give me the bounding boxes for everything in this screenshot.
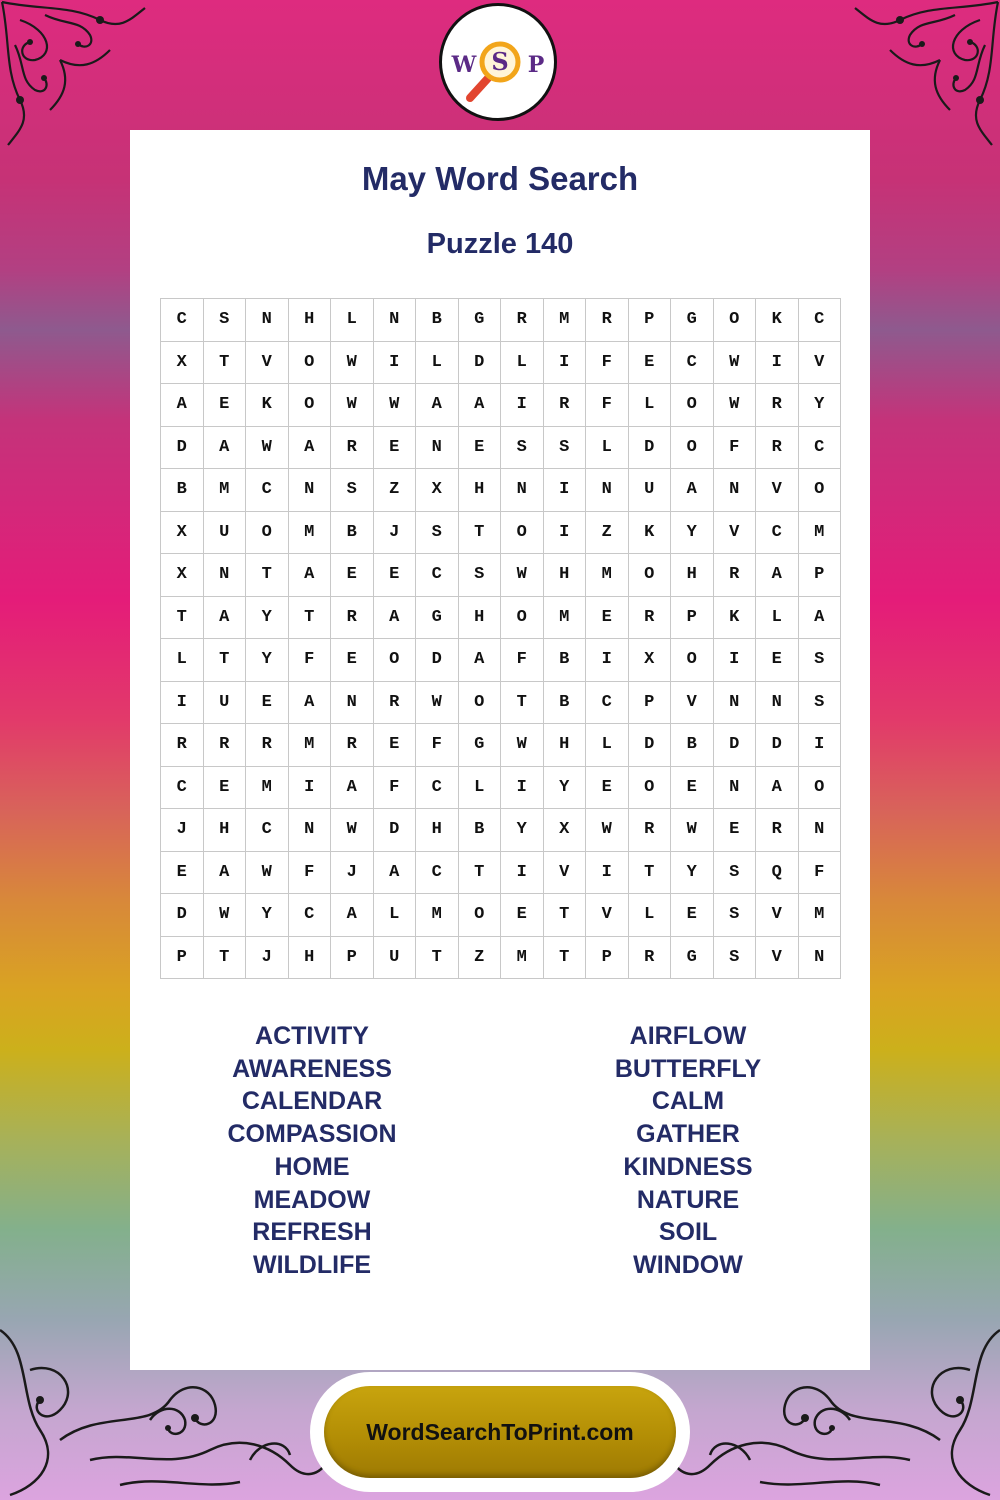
grid-cell[interactable]: Y (246, 894, 289, 937)
grid-cell[interactable]: O (671, 384, 714, 427)
word-list-item: HOME (274, 1152, 350, 1181)
grid-cell[interactable]: L (374, 894, 417, 937)
grid-cell[interactable]: N (246, 299, 289, 342)
grid-cell[interactable]: O (629, 554, 672, 597)
grid-cell[interactable]: I (501, 767, 544, 810)
grid-cell[interactable]: Y (544, 767, 587, 810)
grid-cell[interactable]: O (671, 427, 714, 470)
grid-cell[interactable]: P (161, 937, 204, 980)
grid-cell[interactable]: N (799, 937, 842, 980)
grid-cell[interactable]: B (671, 724, 714, 767)
grid-cell[interactable]: B (331, 512, 374, 555)
puzzle-card (130, 130, 870, 1370)
wsp-logo[interactable] (439, 3, 557, 121)
grid-cell[interactable]: N (331, 682, 374, 725)
grid-cell[interactable]: L (586, 427, 629, 470)
grid-cell[interactable]: D (161, 894, 204, 937)
grid-cell[interactable]: L (161, 639, 204, 682)
grid-cell[interactable]: Y (246, 597, 289, 640)
grid-cell[interactable]: S (416, 512, 459, 555)
grid-cell[interactable]: A (204, 597, 247, 640)
grid-cell[interactable]: D (374, 809, 417, 852)
grid-cell[interactable]: R (246, 724, 289, 767)
grid-cell[interactable]: D (416, 639, 459, 682)
word-list-item: GATHER (636, 1120, 740, 1149)
grid-cell[interactable]: H (544, 554, 587, 597)
grid-cell[interactable]: O (714, 299, 757, 342)
word-list-item: CALM (651, 1087, 725, 1116)
grid-cell[interactable]: O (246, 512, 289, 555)
grid-cell[interactable]: E (629, 342, 672, 385)
grid-cell[interactable]: K (714, 597, 757, 640)
ornament-top-left (0, 0, 150, 150)
grid-cell[interactable]: A (459, 639, 502, 682)
grid-cell[interactable]: F (586, 384, 629, 427)
grid-cell[interactable]: W (501, 554, 544, 597)
word-list-item: KINDNESS (623, 1152, 753, 1181)
grid-cell[interactable]: A (289, 682, 332, 725)
grid-cell[interactable]: M (799, 512, 842, 555)
grid-cell[interactable]: C (289, 894, 332, 937)
grid-cell[interactable]: K (756, 299, 799, 342)
grid-cell[interactable]: W (416, 682, 459, 725)
grid-cell[interactable]: O (671, 639, 714, 682)
grid-cell[interactable]: P (629, 299, 672, 342)
grid-cell[interactable]: F (289, 639, 332, 682)
grid-cell[interactable]: H (459, 469, 502, 512)
grid-cell[interactable]: R (629, 597, 672, 640)
grid-cell[interactable]: O (501, 512, 544, 555)
word-list-item: MEADOW (253, 1185, 371, 1214)
grid-cell[interactable]: V (756, 469, 799, 512)
grid-cell[interactable]: N (756, 682, 799, 725)
grid-cell[interactable]: R (331, 597, 374, 640)
grid-cell[interactable]: X (161, 554, 204, 597)
magnifier-icon (442, 6, 554, 118)
grid-cell[interactable]: C (799, 299, 842, 342)
grid-cell[interactable]: W (204, 894, 247, 937)
grid-cell[interactable]: N (799, 809, 842, 852)
word-list-item: AIRFLOW (629, 1022, 747, 1050)
grid-cell[interactable]: A (756, 767, 799, 810)
logo-letter-w: W (451, 52, 477, 78)
grid-cell[interactable]: T (204, 342, 247, 385)
grid-cell[interactable]: O (459, 682, 502, 725)
grid-cell[interactable]: M (416, 894, 459, 937)
grid-cell[interactable]: E (374, 724, 417, 767)
grid-cell[interactable]: U (204, 512, 247, 555)
grid-cell[interactable]: F (799, 852, 842, 895)
site-link-button[interactable]: WordSearchToPrint.com (324, 1386, 676, 1478)
grid-cell[interactable]: T (459, 512, 502, 555)
grid-cell[interactable]: A (204, 427, 247, 470)
grid-cell[interactable]: H (289, 937, 332, 980)
grid-cell[interactable]: V (671, 682, 714, 725)
grid-cell[interactable]: A (374, 852, 417, 895)
grid-cell[interactable]: E (331, 554, 374, 597)
grid-cell[interactable]: L (416, 342, 459, 385)
grid-cell[interactable]: C (586, 682, 629, 725)
grid-cell[interactable]: G (671, 937, 714, 980)
grid-cell[interactable]: E (756, 639, 799, 682)
grid-cell[interactable]: L (629, 384, 672, 427)
grid-cell[interactable]: I (161, 682, 204, 725)
grid-cell[interactable]: R (756, 384, 799, 427)
grid-cell[interactable]: T (246, 554, 289, 597)
grid-cell[interactable]: B (544, 639, 587, 682)
grid-cell[interactable]: R (544, 384, 587, 427)
word-list-item: WINDOW (633, 1250, 743, 1279)
grid-cell[interactable]: K (629, 512, 672, 555)
grid-cell[interactable]: I (289, 767, 332, 810)
grid-cell[interactable]: I (586, 639, 629, 682)
grid-cell[interactable]: N (374, 299, 417, 342)
grid-cell[interactable]: B (161, 469, 204, 512)
grid-cell[interactable]: N (714, 682, 757, 725)
grid-cell[interactable]: S (204, 299, 247, 342)
grid-cell[interactable]: U (204, 682, 247, 725)
grid-cell[interactable]: S (799, 682, 842, 725)
grid-cell[interactable]: I (501, 384, 544, 427)
grid-cell[interactable]: X (629, 639, 672, 682)
grid-cell[interactable]: I (544, 512, 587, 555)
grid-cell[interactable]: P (799, 554, 842, 597)
grid-cell[interactable]: L (501, 342, 544, 385)
grid-cell[interactable]: O (501, 597, 544, 640)
grid-cell[interactable]: X (161, 342, 204, 385)
grid-cell[interactable]: R (204, 724, 247, 767)
word-list-item: REFRESH (252, 1218, 372, 1247)
grid-cell[interactable]: O (799, 767, 842, 810)
grid-cell[interactable]: X (161, 512, 204, 555)
word-list-item: WILDLIFE (252, 1250, 372, 1279)
grid-cell[interactable]: I (501, 852, 544, 895)
grid-cell[interactable]: E (586, 597, 629, 640)
grid-cell[interactable]: E (161, 852, 204, 895)
grid-cell[interactable]: M (246, 767, 289, 810)
grid-cell[interactable]: L (459, 767, 502, 810)
grid-cell[interactable]: O (374, 639, 417, 682)
grid-cell[interactable]: U (629, 469, 672, 512)
grid-cell[interactable]: L (629, 894, 672, 937)
grid-cell[interactable]: N (416, 427, 459, 470)
grid-cell[interactable]: E (204, 384, 247, 427)
grid-cell[interactable]: V (586, 894, 629, 937)
grid-cell[interactable]: H (544, 724, 587, 767)
grid-cell[interactable]: S (799, 639, 842, 682)
grid-cell[interactable]: B (416, 299, 459, 342)
word-list-item: SOIL (658, 1218, 718, 1247)
grid-cell[interactable]: F (416, 724, 459, 767)
grid-cell[interactable]: R (374, 682, 417, 725)
grid-cell[interactable]: C (416, 852, 459, 895)
grid-cell[interactable]: S (714, 894, 757, 937)
grid-cell[interactable]: T (416, 937, 459, 980)
grid-cell[interactable]: E (714, 809, 757, 852)
grid-cell[interactable]: G (671, 299, 714, 342)
grid-cell[interactable]: L (586, 724, 629, 767)
grid-cell[interactable]: T (289, 597, 332, 640)
grid-cell[interactable]: T (204, 937, 247, 980)
grid-cell[interactable]: V (714, 512, 757, 555)
grid-cell[interactable]: O (799, 469, 842, 512)
grid-cell[interactable]: G (459, 299, 502, 342)
grid-cell[interactable]: W (501, 724, 544, 767)
grid-cell[interactable]: E (204, 767, 247, 810)
grid-cell[interactable]: P (671, 597, 714, 640)
grid-cell[interactable]: P (629, 682, 672, 725)
grid-cell[interactable]: Y (671, 852, 714, 895)
grid-cell[interactable]: F (586, 342, 629, 385)
grid-cell[interactable]: W (714, 384, 757, 427)
grid-cell[interactable]: S (544, 427, 587, 470)
grid-cell[interactable]: J (331, 852, 374, 895)
grid-cell[interactable]: A (331, 767, 374, 810)
grid-cell[interactable]: M (544, 299, 587, 342)
grid-cell[interactable]: A (756, 554, 799, 597)
grid-cell[interactable]: E (671, 767, 714, 810)
grid-cell[interactable]: F (374, 767, 417, 810)
grid-cell[interactable]: T (544, 937, 587, 980)
grid-cell[interactable]: D (459, 342, 502, 385)
grid-cell[interactable]: M (799, 894, 842, 937)
grid-cell[interactable]: E (671, 894, 714, 937)
grid-cell[interactable]: R (714, 554, 757, 597)
grid-cell[interactable]: F (714, 427, 757, 470)
grid-cell[interactable]: L (756, 597, 799, 640)
grid-cell[interactable]: Y (671, 512, 714, 555)
grid-cell[interactable]: R (586, 299, 629, 342)
grid-cell[interactable]: H (289, 299, 332, 342)
grid-cell[interactable]: Z (586, 512, 629, 555)
grid-cell[interactable]: A (331, 894, 374, 937)
grid-cell[interactable]: I (544, 469, 587, 512)
grid-cell[interactable]: A (374, 597, 417, 640)
grid-cell[interactable]: I (714, 639, 757, 682)
grid-cell[interactable]: F (501, 639, 544, 682)
grid-cell[interactable]: Y (246, 639, 289, 682)
grid-cell[interactable]: I (799, 724, 842, 767)
grid-cell[interactable]: E (374, 427, 417, 470)
grid-cell[interactable]: C (161, 299, 204, 342)
grid-cell[interactable]: M (501, 937, 544, 980)
grid-cell[interactable]: H (671, 554, 714, 597)
grid-cell[interactable]: N (586, 469, 629, 512)
grid-cell[interactable]: W (586, 809, 629, 852)
logo-letter-p: P (527, 52, 545, 78)
grid-cell[interactable]: U (374, 937, 417, 980)
grid-cell[interactable]: B (459, 809, 502, 852)
grid-cell[interactable]: E (586, 767, 629, 810)
word-list-item: CALENDAR (241, 1087, 383, 1116)
grid-cell[interactable]: R (501, 299, 544, 342)
letter-grid (160, 298, 841, 979)
grid-cell[interactable]: C (756, 512, 799, 555)
grid-cell[interactable]: K (246, 384, 289, 427)
grid-cell[interactable]: M (289, 512, 332, 555)
grid-cell[interactable]: G (459, 724, 502, 767)
page-title: May Word Search (361, 160, 639, 197)
grid-cell[interactable]: J (246, 937, 289, 980)
grid-cell[interactable]: E (246, 682, 289, 725)
grid-cell[interactable]: T (629, 852, 672, 895)
grid-cell[interactable]: A (204, 852, 247, 895)
grid-cell[interactable]: I (544, 342, 587, 385)
grid-cell[interactable]: P (586, 937, 629, 980)
grid-cell[interactable]: O (289, 342, 332, 385)
grid-cell[interactable]: Z (459, 937, 502, 980)
grid-cell[interactable]: F (289, 852, 332, 895)
grid-cell[interactable]: X (544, 809, 587, 852)
grid-cell[interactable]: V (756, 937, 799, 980)
grid-cell[interactable]: E (459, 427, 502, 470)
word-list-item: COMPASSION (227, 1120, 397, 1149)
grid-cell[interactable]: W (374, 384, 417, 427)
grid-cell[interactable]: W (246, 852, 289, 895)
grid-cell[interactable]: E (331, 639, 374, 682)
grid-cell[interactable]: N (289, 469, 332, 512)
grid-cell[interactable]: A (289, 427, 332, 470)
grid-cell[interactable]: Z (374, 469, 417, 512)
grid-cell[interactable]: N (714, 767, 757, 810)
grid-cell[interactable]: S (714, 937, 757, 980)
word-list-item: AWARENESS (232, 1054, 392, 1083)
word-list-left (162, 1020, 462, 1282)
grid-cell[interactable]: M (544, 597, 587, 640)
grid-cell[interactable]: V (756, 894, 799, 937)
grid-cell[interactable]: I (586, 852, 629, 895)
grid-cell[interactable]: B (544, 682, 587, 725)
grid-cell[interactable]: W (714, 342, 757, 385)
word-list-item: BUTTERFLY (614, 1054, 762, 1083)
grid-cell[interactable]: T (501, 682, 544, 725)
grid-cell[interactable]: D (756, 724, 799, 767)
grid-cell[interactable]: R (331, 724, 374, 767)
grid-cell[interactable]: M (289, 724, 332, 767)
grid-cell[interactable]: C (161, 767, 204, 810)
grid-cell[interactable]: A (459, 384, 502, 427)
grid-cell[interactable]: Y (799, 384, 842, 427)
grid-cell[interactable]: D (161, 427, 204, 470)
grid-cell[interactable]: S (714, 852, 757, 895)
grid-cell[interactable]: T (459, 852, 502, 895)
grid-cell[interactable]: R (756, 427, 799, 470)
grid-cell[interactable]: O (289, 384, 332, 427)
grid-cell[interactable]: S (459, 554, 502, 597)
grid-cell[interactable]: H (204, 809, 247, 852)
grid-cell[interactable]: S (331, 469, 374, 512)
grid-cell[interactable]: W (246, 427, 289, 470)
grid-cell[interactable]: R (629, 937, 672, 980)
word-list-right (538, 1020, 838, 1282)
grid-cell[interactable]: H (459, 597, 502, 640)
grid-cell[interactable]: R (629, 809, 672, 852)
grid-cell[interactable]: D (629, 427, 672, 470)
grid-cell[interactable]: E (374, 554, 417, 597)
grid-cell[interactable]: Y (501, 809, 544, 852)
grid-cell[interactable]: C (799, 427, 842, 470)
grid-cell[interactable]: S (501, 427, 544, 470)
grid-cell[interactable]: A (416, 384, 459, 427)
puzzle-number: Puzzle 140 (426, 228, 574, 260)
grid-cell[interactable]: X (416, 469, 459, 512)
logo-letter-s: S (491, 47, 509, 76)
grid-cell[interactable]: H (416, 809, 459, 852)
grid-cell[interactable]: M (586, 554, 629, 597)
word-list-item: ACTIVITY (255, 1022, 369, 1050)
grid-cell[interactable]: R (756, 809, 799, 852)
grid-cell[interactable]: N (289, 809, 332, 852)
grid-cell[interactable]: A (799, 597, 842, 640)
grid-cell[interactable]: W (331, 384, 374, 427)
grid-cell[interactable]: R (331, 427, 374, 470)
grid-cell[interactable]: R (161, 724, 204, 767)
grid-cell[interactable]: J (161, 809, 204, 852)
grid-cell[interactable]: A (671, 469, 714, 512)
grid-cell[interactable]: P (331, 937, 374, 980)
grid-cell[interactable]: D (629, 724, 672, 767)
grid-cell[interactable]: C (246, 809, 289, 852)
grid-cell[interactable]: V (544, 852, 587, 895)
grid-cell[interactable]: W (671, 809, 714, 852)
grid-cell[interactable]: Q (756, 852, 799, 895)
grid-cell[interactable]: E (501, 894, 544, 937)
grid-cell[interactable]: C (671, 342, 714, 385)
grid-cell[interactable]: C (246, 469, 289, 512)
grid-cell[interactable]: A (161, 384, 204, 427)
grid-cell[interactable]: J (374, 512, 417, 555)
grid-cell[interactable]: A (289, 554, 332, 597)
grid-cell[interactable]: V (799, 342, 842, 385)
grid-cell[interactable]: I (374, 342, 417, 385)
word-list-item: NATURE (636, 1185, 740, 1214)
grid-cell[interactable]: O (459, 894, 502, 937)
grid-cell[interactable]: T (544, 894, 587, 937)
grid-cell[interactable]: L (331, 299, 374, 342)
grid-cell[interactable]: C (416, 767, 459, 810)
grid-cell[interactable]: M (204, 469, 247, 512)
grid-cell[interactable]: I (756, 342, 799, 385)
grid-cell[interactable]: T (161, 597, 204, 640)
grid-cell[interactable]: C (416, 554, 459, 597)
grid-cell[interactable]: O (629, 767, 672, 810)
grid-cell[interactable]: N (714, 469, 757, 512)
grid-cell[interactable]: N (501, 469, 544, 512)
ornament-top-right (850, 0, 1000, 150)
grid-cell[interactable]: W (331, 809, 374, 852)
grid-cell[interactable]: T (204, 639, 247, 682)
grid-cell[interactable]: G (416, 597, 459, 640)
grid-cell[interactable]: N (204, 554, 247, 597)
grid-cell[interactable]: W (331, 342, 374, 385)
grid-cell[interactable]: V (246, 342, 289, 385)
site-badge (310, 1372, 690, 1492)
grid-cell[interactable]: D (714, 724, 757, 767)
